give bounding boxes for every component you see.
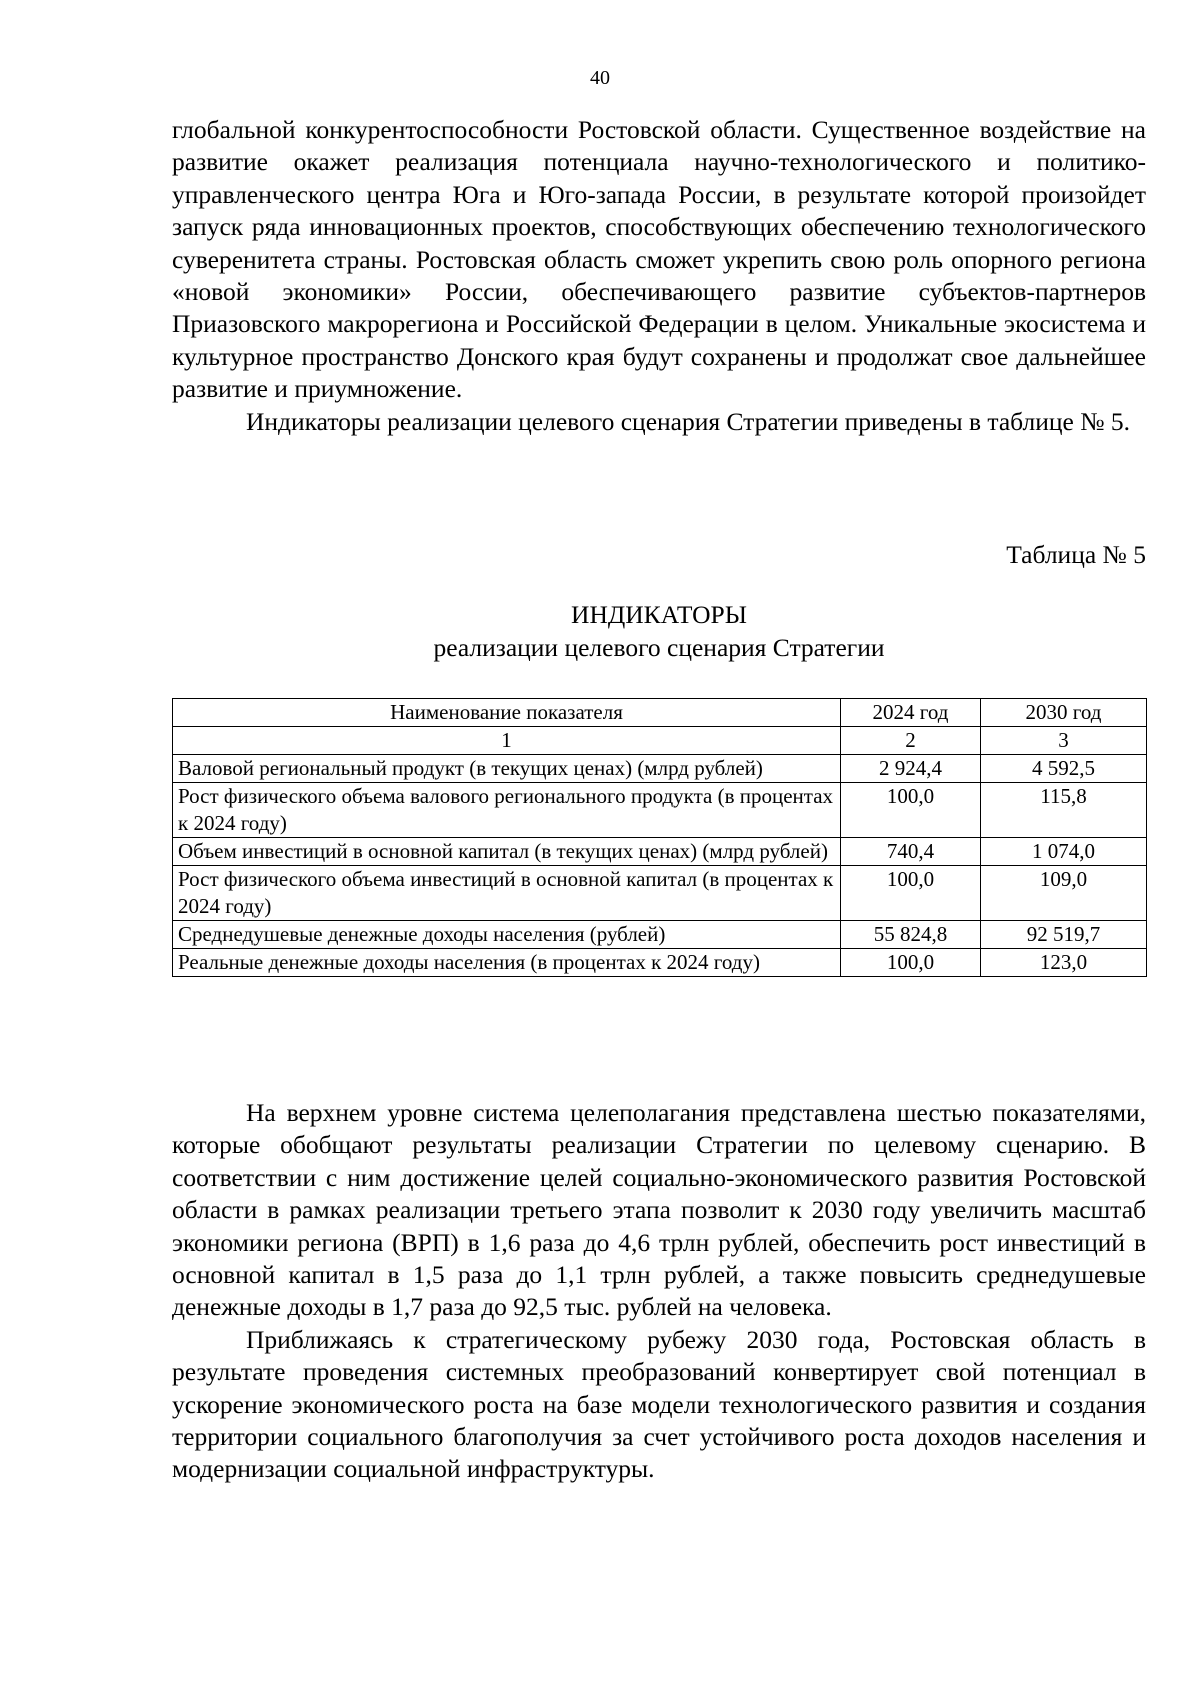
indicator-name-cell: Объем инвестиций в основной капитал (в текущих ценах) (млрд рублей) bbox=[173, 838, 841, 866]
indicator-name-cell: Валовой региональный продукт (в текущих ценах) (млрд рублей) bbox=[173, 755, 841, 783]
header-cell-2030: 2030 год bbox=[981, 699, 1147, 727]
value-2030-cell: 109,0 bbox=[981, 866, 1147, 921]
column-number-cell: 1 bbox=[173, 727, 841, 755]
bottom-text-block bbox=[172, 1097, 1146, 1486]
value-2024-cell: 740,4 bbox=[841, 838, 981, 866]
table-caption: Таблица № 5 bbox=[1006, 540, 1146, 569]
value-2024-cell: 55 824,8 bbox=[841, 921, 981, 949]
page-number: 40 bbox=[590, 67, 610, 89]
column-number-cell: 3 bbox=[981, 727, 1147, 755]
table-column-number-row bbox=[173, 727, 1147, 755]
indicator-name-cell: Среднедушевые денежные доходы населения (рублей) bbox=[173, 921, 841, 949]
table-row bbox=[173, 783, 1147, 838]
value-2030-cell: 4 592,5 bbox=[981, 755, 1147, 783]
indicator-name-cell: Рост физического объема валового регионального продукта (в процентах к 2024 году) bbox=[173, 783, 841, 838]
indicators-table-wrapper bbox=[172, 698, 1146, 977]
table-subtitle: реализации целевого сценария Стратегии bbox=[433, 633, 885, 662]
table-row bbox=[173, 755, 1147, 783]
indicators-table bbox=[172, 698, 1147, 977]
value-2024-cell: 100,0 bbox=[841, 866, 981, 921]
value-2024-cell: 100,0 bbox=[841, 949, 981, 977]
value-2030-cell: 1 074,0 bbox=[981, 838, 1147, 866]
table-title: ИНДИКАТОРЫ bbox=[571, 600, 747, 629]
value-2024-cell: 2 924,4 bbox=[841, 755, 981, 783]
value-2030-cell: 92 519,7 bbox=[981, 921, 1147, 949]
table-row bbox=[173, 949, 1147, 977]
header-cell-2024: 2024 год bbox=[841, 699, 981, 727]
paragraph: глобальной конкурентоспособности Ростовской области. Существенное воздействие на развитие окажет реализация потенциала научно-технологического и политико-управленческого центра Юга и Юго-запада России, в результате которой произойдет запуск ряда инновационных проектов, способствующих обеспечению технологического суверенитета страны. Ростовская область сможет укрепить свою роль опорного региона «новой экономики» России, обеспечивающего развитие субъектов-партнеров Приазовского макрорегиона и Российской Федерации в целом. Уникальные экосистема и культурное пространство Донского края будут сохранены и продолжат свое дальнейшее развитие и приумножение. bbox=[172, 115, 1146, 404]
column-number-cell: 2 bbox=[841, 727, 981, 755]
table-row bbox=[173, 921, 1147, 949]
paragraph: Приближаясь к стратегическому рубежу 2030 года, Ростовская область в результате проведения системных преобразований конвертирует свой потенциал в ускорение экономического роста на базе модели технологического развития и создания территории социального благополучия за счет устойчивого роста доходов населения и модернизации социальной инфраструктуры. bbox=[172, 1324, 1146, 1484]
table-header-row bbox=[173, 699, 1147, 727]
paragraph: На верхнем уровне система целеполагания представлена шестью показателями, которые обобщают результаты реализации Стратегии по целевому сценарию. В соответствии с ним достижение целей социально-экономического развития Ростовской области в рамках реализации третьего этапа позволит к 2030 году увеличить масштаб экономики региона (ВРП) в 1,6 раза до 4,6 трлн рублей, обеспечить рост инвестиций в основной капитал в 1,5 раза до 1,1 трлн рублей, а также повысить среднедушевые денежные доходы в 1,7 раза до 92,5 тыс. рублей на человека. bbox=[172, 1098, 1146, 1322]
value-2024-cell: 100,0 bbox=[841, 783, 981, 838]
header-cell-name: Наименование показателя bbox=[173, 699, 841, 727]
value-2030-cell: 115,8 bbox=[981, 783, 1147, 838]
value-2030-cell: 123,0 bbox=[981, 949, 1147, 977]
table-row bbox=[173, 838, 1147, 866]
top-text-block bbox=[172, 114, 1146, 438]
paragraph: Индикаторы реализации целевого сценария Стратегии приведены в таблице № 5. bbox=[246, 406, 1131, 436]
indicator-name-cell: Рост физического объема инвестиций в основной капитал (в процентах к 2024 году) bbox=[173, 866, 841, 921]
indicator-name-cell: Реальные денежные доходы населения (в процентах к 2024 году) bbox=[173, 949, 841, 977]
table-title-block bbox=[172, 598, 1146, 664]
table-row bbox=[173, 866, 1147, 921]
